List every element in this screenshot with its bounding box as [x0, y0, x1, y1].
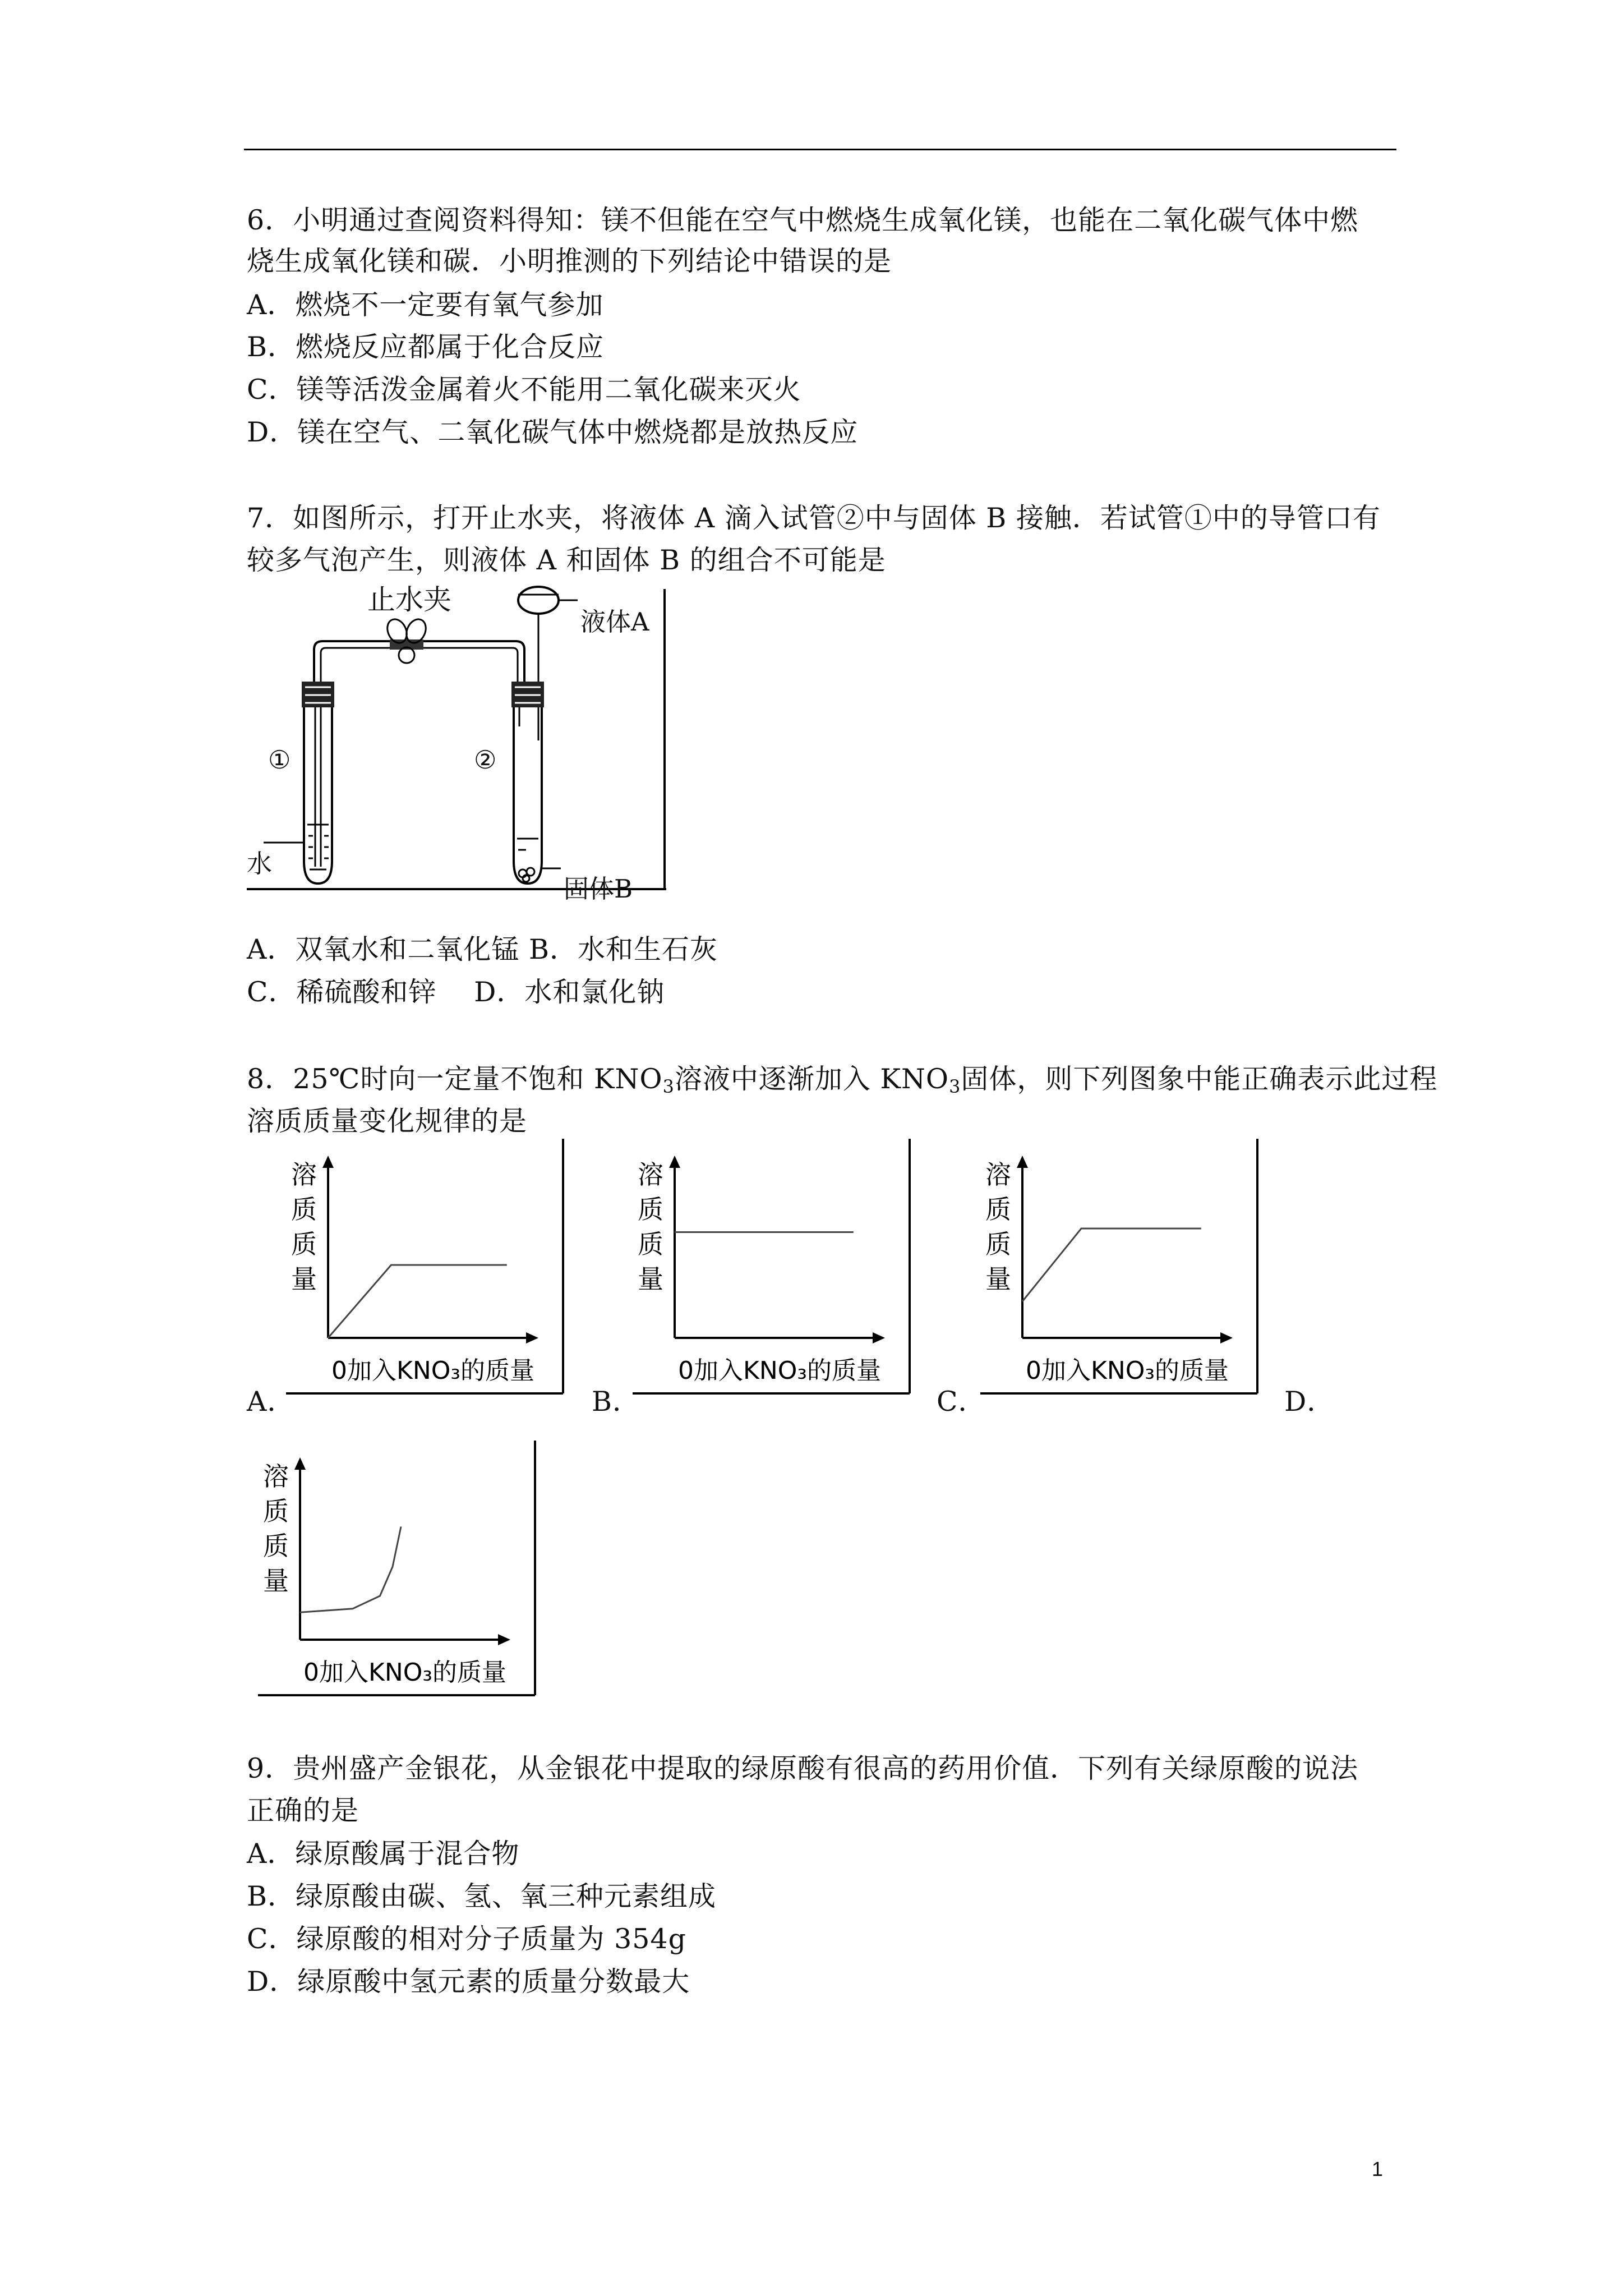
- q6-option-b: B．燃烧反应都属于化合反应: [247, 331, 605, 363]
- y-axis-arrow: [322, 1156, 334, 1168]
- tube1-body: [304, 707, 332, 884]
- x-axis-arrow: [1220, 1332, 1233, 1343]
- y-axis-label: 溶质质量: [263, 1461, 289, 1596]
- tube2-label: ②: [474, 745, 497, 775]
- clamp-label: 止水夹: [367, 583, 451, 616]
- y-axis-label: 溶质质量: [638, 1159, 663, 1294]
- y-axis-label: 溶质质量: [985, 1159, 1011, 1294]
- y-axis-arrow: [1017, 1156, 1028, 1168]
- q7-stem-line2: 较多气泡产生，则液体 A 和固体 B 的组合不可能是: [247, 544, 886, 576]
- q6-option-d: D．镁在空气、二氧化碳气体中燃烧都是放热反应: [247, 416, 859, 448]
- q7-apparatus-figure: [247, 583, 667, 904]
- x-axis-label: 0加入KNO₃的质量: [303, 1658, 507, 1687]
- q6-option-c: C．镁等活泼金属着火不能用二氧化碳来灭火: [247, 374, 801, 406]
- page-number: 1: [1372, 2157, 1384, 2180]
- chart-svg: [247, 1441, 538, 1699]
- chart-option-c: [969, 1139, 1261, 1397]
- tube1-label: ①: [268, 745, 291, 775]
- q6-stem-line1: 6．小明通过查阅资料得知：镁不但能在空气中燃烧生成氧化镁，也能在二氧化碳气体中燃: [247, 204, 1359, 236]
- series-line: [328, 1265, 507, 1338]
- water-label: 水: [247, 849, 273, 878]
- y-axis-arrow: [669, 1156, 680, 1168]
- q8-stem-line2: 溶质质量变化规律的是: [247, 1105, 528, 1137]
- q8-option-b-letter: B．: [592, 1386, 641, 1418]
- y-axis-arrow: [294, 1457, 306, 1470]
- q9-stem-line2: 正确的是: [247, 1795, 359, 1826]
- q7-stem-line1: 7．如图所示，打开止水夹，将液体 A 滴入试管②中与固体 B 接触．若试管①中的导管口有: [247, 502, 1381, 534]
- q7-options-line1: A．双氧水和二氧化锰 B．水和生石灰: [247, 933, 718, 965]
- q9-option-b: B．绿原酸由碳、氢、氧三种元素组成: [247, 1880, 717, 1912]
- q6-stem-line2: 烧生成氧化镁和碳．小明推测的下列结论中错误的是: [247, 245, 892, 277]
- series-line: [1022, 1228, 1201, 1301]
- q9-option-a: A．绿原酸属于混合物: [247, 1838, 520, 1870]
- q8-option-d-letter: D．: [1284, 1386, 1335, 1418]
- solid-b: [519, 868, 534, 882]
- x-axis-label: 0加入KNO₃的质量: [677, 1356, 882, 1385]
- q9-option-d: D．绿原酸中氢元素的质量分数最大: [247, 1966, 690, 1998]
- chart-svg: [275, 1139, 566, 1397]
- x-axis-arrow: [498, 1634, 510, 1645]
- solid-b-label: 固体B: [564, 874, 633, 904]
- chart-option-b: [621, 1139, 913, 1397]
- tube1-water: [307, 825, 329, 869]
- x-axis-label: 0加入KNO₃的质量: [1025, 1356, 1229, 1385]
- chart-option-a: [275, 1139, 566, 1397]
- connecting-tube-inner: [321, 648, 518, 682]
- q9-option-c: C．绿原酸的相对分子质量为 354g: [247, 1923, 686, 1955]
- series-line: [300, 1527, 401, 1613]
- q8-option-c-letter: C．: [937, 1386, 986, 1418]
- chart-svg: [621, 1139, 913, 1397]
- x-axis-arrow: [873, 1332, 885, 1343]
- y-axis-label: 溶质质量: [291, 1159, 317, 1294]
- q8-option-a-letter: A．: [247, 1386, 296, 1418]
- q7-options-line2: C．稀硫酸和锌 D．水和氯化钠: [247, 976, 665, 1008]
- q8-stem-line1: 8．25℃时向一定量不饱和 $KNO_3$溶液中逐渐加入 $KNO_3$固体，则下列图象中能正确表示此过程: [247, 1063, 1438, 1097]
- liquid-a-label: 液体A: [580, 607, 649, 637]
- clamp-handle-bottom: [399, 647, 414, 663]
- funnel-bulb: [518, 587, 559, 614]
- chart-option-d: [247, 1441, 538, 1699]
- tube2-liquid: [517, 839, 538, 850]
- header-rule: [244, 149, 1396, 150]
- q9-stem-line1: 9．贵州盛产金银花，从金银花中提取的绿原酸有很高的药用价值．下列有关绿原酸的说法: [247, 1752, 1359, 1784]
- x-axis-arrow: [526, 1332, 538, 1343]
- x-axis-label: 0加入KNO₃的质量: [331, 1356, 535, 1385]
- q6-option-a: A．燃烧不一定要有氧气参加: [247, 289, 604, 321]
- chart-svg: [969, 1139, 1261, 1397]
